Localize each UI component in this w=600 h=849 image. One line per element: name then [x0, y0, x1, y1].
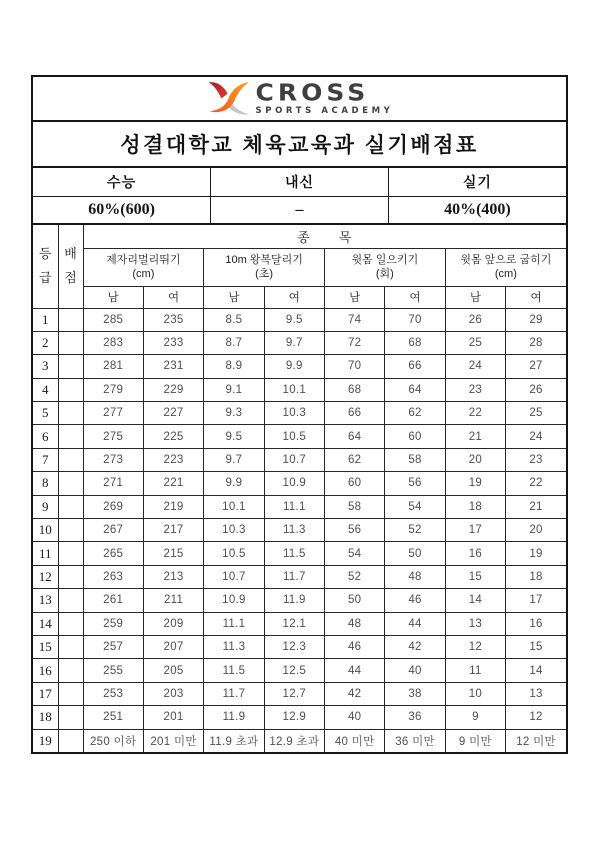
grade-cell: 16: [33, 659, 58, 682]
value-cell: 19: [506, 542, 566, 565]
value-cell: 10.7: [264, 448, 324, 471]
value-cell: 24: [445, 355, 505, 378]
value-cell: 25: [445, 331, 505, 354]
value-cell: 10.1: [204, 495, 264, 518]
value-cell: 11.7: [264, 565, 324, 588]
points-cell: [58, 729, 83, 752]
value-cell: 19: [445, 472, 505, 495]
summary-value-silgi: 40%(400): [444, 200, 511, 218]
table-row: [33, 612, 566, 635]
event-header-trunk-flexion: [445, 248, 566, 286]
event-header-long-jump: [83, 248, 204, 286]
summary-value-naesin: –: [211, 196, 389, 223]
value-cell: 277: [83, 402, 143, 425]
table-row: [33, 659, 566, 682]
value-cell: 40: [325, 706, 385, 729]
grade-cell: 6: [33, 425, 58, 448]
value-cell: 8.7: [204, 331, 264, 354]
table-row: [33, 495, 566, 518]
value-cell: 11.1: [264, 495, 324, 518]
value-cell: 227: [143, 402, 203, 425]
value-cell: 46: [325, 635, 385, 658]
value-cell: 11.3: [264, 519, 324, 542]
value-cell: 18: [445, 495, 505, 518]
value-cell: 28: [506, 331, 566, 354]
summary-value-row: [33, 196, 566, 223]
value-cell: 44: [385, 612, 445, 635]
events-group-header: 종 목: [83, 224, 566, 248]
grade-cell: 4: [33, 378, 58, 401]
gender-header-male: 남: [445, 286, 505, 308]
summary-table: [33, 166, 566, 223]
value-cell: 72: [325, 331, 385, 354]
value-cell: 9.3: [204, 402, 264, 425]
value-cell: 22: [445, 402, 505, 425]
table-row: [33, 519, 566, 542]
event-unit: (초): [255, 267, 274, 280]
table-row: [33, 635, 566, 658]
value-cell: 217: [143, 519, 203, 542]
grade-cell: 1: [33, 308, 58, 331]
value-cell: 12: [506, 706, 566, 729]
grade-column-header: 등급: [33, 224, 58, 308]
value-cell: 11.9: [204, 706, 264, 729]
score-table-body: [33, 308, 566, 752]
cross-academy-logo: [206, 80, 394, 118]
value-cell: 10.5: [264, 425, 324, 448]
grade-cell: 15: [33, 635, 58, 658]
value-cell: 271: [83, 472, 143, 495]
value-cell: 261: [83, 589, 143, 612]
points-column-header: 배점: [58, 224, 83, 308]
value-cell: 11: [445, 659, 505, 682]
value-cell: 211: [143, 589, 203, 612]
value-cell: 257: [83, 635, 143, 658]
value-cell: 231: [143, 355, 203, 378]
value-cell: 11.5: [204, 659, 264, 682]
value-cell: 9.9: [204, 472, 264, 495]
grade-cell: 17: [33, 682, 58, 705]
event-unit: (cm): [132, 267, 155, 280]
grade-cell: 5: [33, 402, 58, 425]
value-cell: 11.9: [264, 589, 324, 612]
value-cell: 9.1: [204, 378, 264, 401]
value-cell: 70: [325, 355, 385, 378]
value-cell: 11.3: [204, 635, 264, 658]
value-cell: 60: [385, 425, 445, 448]
value-cell: 279: [83, 378, 143, 401]
value-cell: 15: [445, 565, 505, 588]
value-cell: 40: [385, 659, 445, 682]
gender-header-row: [33, 286, 566, 308]
value-cell: 229: [143, 378, 203, 401]
value-cell: 12.9 초과: [264, 729, 324, 752]
value-cell: 12: [445, 635, 505, 658]
value-cell: 54: [325, 542, 385, 565]
value-cell: 269: [83, 495, 143, 518]
value-cell: 250 이하: [83, 729, 143, 752]
table-row: [33, 565, 566, 588]
value-cell: 225: [143, 425, 203, 448]
event-name: 윗몸 일으키기: [351, 253, 419, 266]
value-cell: 56: [385, 472, 445, 495]
value-cell: 201: [143, 706, 203, 729]
table-row: [33, 706, 566, 729]
value-cell: 17: [506, 589, 566, 612]
value-cell: 50: [385, 542, 445, 565]
value-cell: 54: [385, 495, 445, 518]
value-cell: 48: [385, 565, 445, 588]
event-header-row: [33, 248, 566, 286]
table-row: [33, 425, 566, 448]
value-cell: 23: [506, 448, 566, 471]
value-cell: 14: [506, 659, 566, 682]
value-cell: 275: [83, 425, 143, 448]
value-cell: 26: [506, 378, 566, 401]
value-cell: 42: [325, 682, 385, 705]
value-cell: 207: [143, 635, 203, 658]
value-cell: 44: [325, 659, 385, 682]
value-cell: 219: [143, 495, 203, 518]
value-cell: 68: [385, 331, 445, 354]
value-cell: 13: [445, 612, 505, 635]
value-cell: 36 미만: [385, 729, 445, 752]
value-cell: 64: [385, 378, 445, 401]
event-name: 제자리멀리뛰기: [106, 253, 181, 266]
value-cell: 15: [506, 635, 566, 658]
value-cell: 70: [385, 308, 445, 331]
grade-cell: 2: [33, 331, 58, 354]
page-title: 성결대학교 체육교육과 실기배점표: [120, 134, 479, 157]
value-cell: 23: [445, 378, 505, 401]
grade-cell: 18: [33, 706, 58, 729]
value-cell: 22: [506, 472, 566, 495]
grade-cell: 3: [33, 355, 58, 378]
value-cell: 20: [506, 519, 566, 542]
value-cell: 10.5: [204, 542, 264, 565]
summary-header-naesin: 내신: [211, 167, 389, 196]
points-cell: [58, 378, 83, 401]
value-cell: 12.5: [264, 659, 324, 682]
value-cell: 9: [445, 706, 505, 729]
value-cell: 263: [83, 565, 143, 588]
value-cell: 8.5: [204, 308, 264, 331]
value-cell: 58: [385, 448, 445, 471]
event-unit: (cm): [494, 267, 517, 280]
event-name: 10m 왕복달리기: [225, 253, 303, 266]
value-cell: 255: [83, 659, 143, 682]
gender-header-male: 남: [83, 286, 143, 308]
value-cell: 267: [83, 519, 143, 542]
logo-row: [33, 77, 566, 120]
value-cell: 26: [445, 308, 505, 331]
value-cell: 259: [83, 612, 143, 635]
points-cell: [58, 612, 83, 635]
value-cell: 20: [445, 448, 505, 471]
score-sheet: [31, 75, 568, 754]
logo-brand: CROSS: [255, 79, 370, 106]
value-cell: 12.9: [264, 706, 324, 729]
value-cell: 48: [325, 612, 385, 635]
value-cell: 40 미만: [325, 729, 385, 752]
points-cell: [58, 706, 83, 729]
value-cell: 16: [445, 542, 505, 565]
value-cell: 235: [143, 308, 203, 331]
value-cell: 62: [385, 402, 445, 425]
value-cell: 17: [445, 519, 505, 542]
summary-header-silgi: 실기: [388, 167, 566, 196]
logo-text: [256, 81, 394, 116]
value-cell: 42: [385, 635, 445, 658]
value-cell: 25: [506, 402, 566, 425]
value-cell: 10.9: [204, 589, 264, 612]
grade-cell: 19: [33, 729, 58, 752]
points-cell: [58, 682, 83, 705]
points-cell: [58, 448, 83, 471]
gender-header-male: 남: [325, 286, 385, 308]
value-cell: 9.9: [264, 355, 324, 378]
value-cell: 14: [445, 589, 505, 612]
table-row: [33, 682, 566, 705]
value-cell: 9.5: [204, 425, 264, 448]
value-cell: 10.3: [264, 402, 324, 425]
value-cell: 12 미만: [516, 735, 556, 748]
value-cell: 265: [83, 542, 143, 565]
table-row: [33, 331, 566, 354]
points-cell: [58, 425, 83, 448]
value-cell: 64: [325, 425, 385, 448]
points-cell: [58, 331, 83, 354]
value-cell: 9.5: [264, 308, 324, 331]
points-cell: [58, 635, 83, 658]
value-cell: 201 미만: [143, 729, 203, 752]
grade-cell: 8: [33, 472, 58, 495]
value-cell: 36: [385, 706, 445, 729]
grade-cell: 14: [33, 612, 58, 635]
value-cell: 9.7: [264, 331, 324, 354]
logo-subtitle: SPORTS ACADEMY: [255, 106, 394, 116]
table-row: [33, 448, 566, 471]
value-cell: 12.3: [264, 635, 324, 658]
value-cell: 38: [385, 682, 445, 705]
value-cell: 13: [506, 682, 566, 705]
value-cell: 205: [143, 659, 203, 682]
value-cell: 74: [325, 308, 385, 331]
value-cell: 11.5: [264, 542, 324, 565]
table-row: [33, 402, 566, 425]
value-cell: 66: [385, 355, 445, 378]
value-cell: 233: [143, 331, 203, 354]
value-cell: 223: [143, 448, 203, 471]
value-cell: 11.7: [204, 682, 264, 705]
points-cell: [58, 565, 83, 588]
value-cell: 10.3: [204, 519, 264, 542]
value-cell: 58: [325, 495, 385, 518]
value-cell: 21: [445, 425, 505, 448]
event-unit: (회): [375, 267, 394, 280]
table-row: [33, 542, 566, 565]
grade-cell: 11: [33, 542, 58, 565]
grade-cell: 13: [33, 589, 58, 612]
value-cell: 273: [83, 448, 143, 471]
gender-header-female: 여: [143, 286, 203, 308]
gender-header-female: 여: [506, 286, 566, 308]
value-cell: 9 미만: [445, 729, 505, 752]
value-cell: 9.7: [204, 448, 264, 471]
value-cell: 18: [506, 565, 566, 588]
value-cell: 68: [325, 378, 385, 401]
value-cell: 10.7: [204, 565, 264, 588]
value-cell: 213: [143, 565, 203, 588]
value-cell: 62: [325, 448, 385, 471]
value-cell: 209: [143, 612, 203, 635]
value-cell: 27: [506, 355, 566, 378]
gender-header-male: 남: [204, 286, 264, 308]
points-cell: [58, 472, 83, 495]
gender-header-female: 여: [385, 286, 445, 308]
gender-header-female: 여: [264, 286, 324, 308]
value-cell: 203: [143, 682, 203, 705]
points-cell: [58, 495, 83, 518]
value-cell: 253: [83, 682, 143, 705]
table-row: [33, 589, 566, 612]
value-cell: 10.9: [264, 472, 324, 495]
value-cell: 11.1: [204, 612, 264, 635]
points-cell: [58, 355, 83, 378]
value-cell: 281: [83, 355, 143, 378]
table-row: [33, 308, 566, 331]
table-row: [33, 729, 566, 752]
points-cell: [58, 402, 83, 425]
table-row: [33, 378, 566, 401]
value-cell: 46: [385, 589, 445, 612]
value-cell: 12.1: [264, 612, 324, 635]
grade-cell: 10: [33, 519, 58, 542]
summary-header-suneung: 수능: [33, 167, 211, 196]
group-header-row: [33, 224, 566, 248]
value-cell: 10: [445, 682, 505, 705]
value-cell: 16: [506, 612, 566, 635]
value-cell: 283: [83, 331, 143, 354]
title-row: [33, 120, 566, 166]
value-cell: 8.9: [204, 355, 264, 378]
value-cell: 52: [325, 565, 385, 588]
grade-cell: 9: [33, 495, 58, 518]
value-cell: 10.1: [264, 378, 324, 401]
value-cell: 29: [506, 308, 566, 331]
value-cell: 285: [83, 308, 143, 331]
grade-cell: 12: [33, 565, 58, 588]
value-cell: 56: [325, 519, 385, 542]
points-cell: [58, 589, 83, 612]
summary-header-row: [33, 167, 566, 196]
event-header-situp: [325, 248, 446, 286]
value-cell: 11.9 초과: [204, 729, 264, 752]
value-cell: 50: [325, 589, 385, 612]
points-cell: [58, 659, 83, 682]
points-cell: [58, 542, 83, 565]
points-cell: [58, 519, 83, 542]
value-cell: 21: [506, 495, 566, 518]
table-row: [33, 355, 566, 378]
summary-value-suneung: 60%(600): [33, 196, 211, 223]
grade-cell: 7: [33, 448, 58, 471]
value-cell: 221: [143, 472, 203, 495]
value-cell: 24: [506, 425, 566, 448]
score-table: [33, 223, 566, 752]
value-cell: 52: [385, 519, 445, 542]
value-cell: 215: [143, 542, 203, 565]
value-cell: 66: [325, 402, 385, 425]
value-cell: 12.7: [264, 682, 324, 705]
value-cell: 251: [83, 706, 143, 729]
table-row: [33, 472, 566, 495]
event-header-shuttle-run: [204, 248, 325, 286]
value-cell: 60: [325, 472, 385, 495]
event-name: 윗몸 앞으로 굽히기: [460, 253, 552, 266]
cross-x-icon: [206, 80, 252, 118]
points-cell: [58, 308, 83, 331]
